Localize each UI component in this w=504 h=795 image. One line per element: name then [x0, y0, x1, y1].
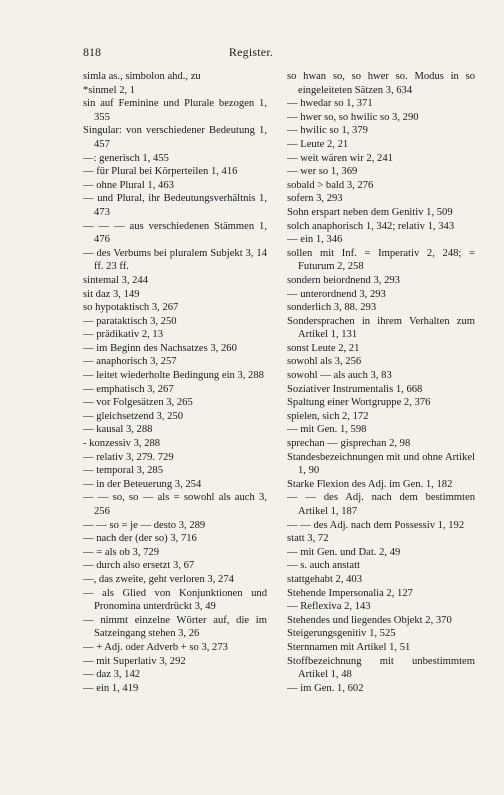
index-entry: — wer so 1, 369: [287, 166, 358, 178]
index-entry: — ohne Plural 1, 463: [83, 179, 174, 191]
index-entry: sin auf Feminine und Plurale bezogen 1, 355: [83, 98, 267, 123]
page-number: 818: [83, 45, 101, 59]
index-entry: — temporal 3, 285: [83, 465, 164, 477]
index-entry: sollen mit Inf. = Imperativ 2, 248; = Futurum 2, 258: [287, 247, 475, 273]
index-entry: — hwedar so 1, 371: [287, 98, 373, 110]
index-entry: — mit Gen. 1, 598: [287, 424, 367, 436]
index-entry: simla as., simbolon ahd., zu: [83, 71, 201, 82]
index-entry: — = als ob 3, 729: [83, 546, 160, 558]
index-entry: Singular: von verschiedener Bedeutung 1, 457: [83, 125, 267, 150]
index-entry: — weit wären wir 2, 241: [287, 152, 393, 164]
index-entry: Spaltung einer Wortgruppe 2, 376: [287, 397, 431, 409]
index-entry: — und Plural, ihr Bedeutungsverhältnis 1, 473: [83, 193, 267, 218]
index-entry: — anaphorisch 3, 257: [83, 356, 177, 368]
index-entry: Sohn erspart neben dem Genitiv 1, 509: [287, 206, 453, 218]
index-entry: Stehende Impersonalia 2, 127: [287, 587, 413, 599]
index-entry: — — des Adj. nach dem bestimmten Artikel 1, 187: [287, 492, 475, 517]
index-entry: — Reflexiva 2, 143: [287, 601, 371, 613]
index-entry: — Leute 2, 21: [287, 138, 349, 150]
index-entry: sonderlich 3, 88. 293: [287, 302, 377, 314]
index-entry: stattgehabt 2, 403: [287, 573, 363, 585]
index-entry: —, das zweite, geht verloren 3, 274: [83, 573, 234, 585]
index-entry: — hwer so, so hwilic so 3, 290: [287, 111, 419, 123]
index-entry: — im Beginn des Nachsatzes 3, 260: [83, 342, 237, 354]
index-entry: sit daz 3, 149: [83, 288, 140, 300]
index-entry: — relativ 3, 279. 729: [83, 451, 174, 463]
index-entry: sobald > bald 3, 276: [287, 179, 374, 191]
index-entry: Soziativer Instrumentalis 1, 668: [287, 383, 423, 395]
index-entry: — mit Gen. und Dat. 2, 49: [287, 546, 401, 558]
index-entry: sowohl als 3, 256: [287, 356, 362, 368]
index-entry: solch anaphorisch 1, 342; relativ 1, 343: [287, 220, 455, 232]
index-entry: — parataktisch 3, 250: [83, 315, 177, 327]
index-entry: — nimmt einzelne Wörter auf, die im Satzeingang stehen 3, 26: [83, 614, 267, 640]
index-entry: sondern beiordnend 3, 293: [287, 274, 400, 286]
running-header: [83, 44, 419, 60]
index-entry: — emphatisch 3, 267: [83, 383, 174, 395]
index-entry: — ein 1, 346: [287, 234, 343, 246]
index-entry: — hwilic so 1, 379: [287, 125, 368, 137]
index-entry: — unterordnend 3, 293: [287, 288, 386, 300]
index-entry: Standesbezeichnungen mit und ohne Artikel 1, 90: [287, 451, 475, 477]
index-entry: — durch also ersetzt 3, 67: [83, 560, 195, 572]
index-entry: Stehendes und liegendes Objekt 2, 370: [287, 614, 452, 626]
index-entry: — für Plural bei Körperteilen 1, 416: [83, 166, 238, 178]
running-title: Register.: [228, 45, 274, 59]
index-entry: — gleichsetzend 3, 250: [83, 410, 184, 422]
index-entry: — ein 1, 419: [83, 682, 139, 694]
index-entry: — des Verbums bei pluralem Subjekt 3, 14 ff. 23 ff.: [83, 247, 267, 273]
index-entry: — — so, so — als = sowohl als auch 3, 256: [83, 492, 267, 517]
index-entry: spielen, sich 2, 172: [287, 410, 369, 422]
index-entry: sintemal 3, 244: [83, 274, 149, 286]
index-entry: — als Glied von Konjunktionen und Pronomina unterdrückt 3, 49: [83, 587, 267, 613]
index-entry: - konzessiv 3, 288: [83, 438, 161, 450]
index-entry: — kausal 3, 288: [83, 424, 153, 436]
index-entry: sonst Leute 2, 21: [287, 342, 360, 354]
index-entry: so hwan so, so hwer so. Modus in so eingeleiteten Sätzen 3, 634: [287, 71, 475, 96]
index-entry: — prädikativ 2, 13: [83, 329, 164, 341]
index-entry: — — so = je — desto 3, 289: [83, 519, 206, 531]
index-entry: —: generisch 1, 455: [83, 152, 169, 164]
index-entry: — in der Beteuerung 3, 254: [83, 478, 202, 490]
index-entry: — nach der (der so) 3, 716: [83, 533, 197, 545]
index-entry: sofern 3, 293: [287, 193, 343, 205]
index-column-right: [287, 70, 475, 695]
index-entry: — — — aus verschiedenen Stämmen 1, 476: [83, 220, 267, 246]
index-entry: Sondersprachen in ihrem Verhalten zum Artikel 1, 131: [287, 315, 475, 341]
index-entry: Starke Flexion des Adj. im Gen. 1, 182: [287, 478, 453, 490]
index-entry: — — des Adj. nach dem Possessiv 1, 192: [287, 519, 465, 531]
index-entry: Stoffbezeichnung mit unbestimmtem Artikel 1, 48: [287, 655, 475, 681]
index-entry: sowohl — als auch 3, 83: [287, 370, 392, 382]
index-entry: statt 3, 72: [287, 533, 329, 545]
index-entry: *sinmel 2, 1: [83, 84, 136, 96]
index-entry: — + Adj. oder Adverb + so 3, 273: [83, 641, 228, 653]
index-entry: — vor Folgesätzen 3, 265: [83, 397, 193, 409]
index-entry: — s. auch anstatt: [287, 560, 360, 572]
index-entry: Steigerungsgenitiv 1, 525: [287, 628, 396, 640]
index-entry: — mit Superlativ 3, 292: [83, 655, 186, 667]
index-entry: — leitet wiederholte Bedingung ein 3, 288: [83, 370, 264, 382]
index-entry: Sternnamen mit Artikel 1, 51: [287, 641, 411, 653]
index-column-left: [83, 70, 267, 695]
index-entry: sprechan — gisprechan 2, 98: [287, 438, 411, 450]
index-entry: — daz 3, 142: [83, 669, 141, 681]
index-entry: — im Gen. 1, 602: [287, 682, 364, 694]
index-entry: so hypotaktisch 3, 267: [83, 302, 179, 314]
